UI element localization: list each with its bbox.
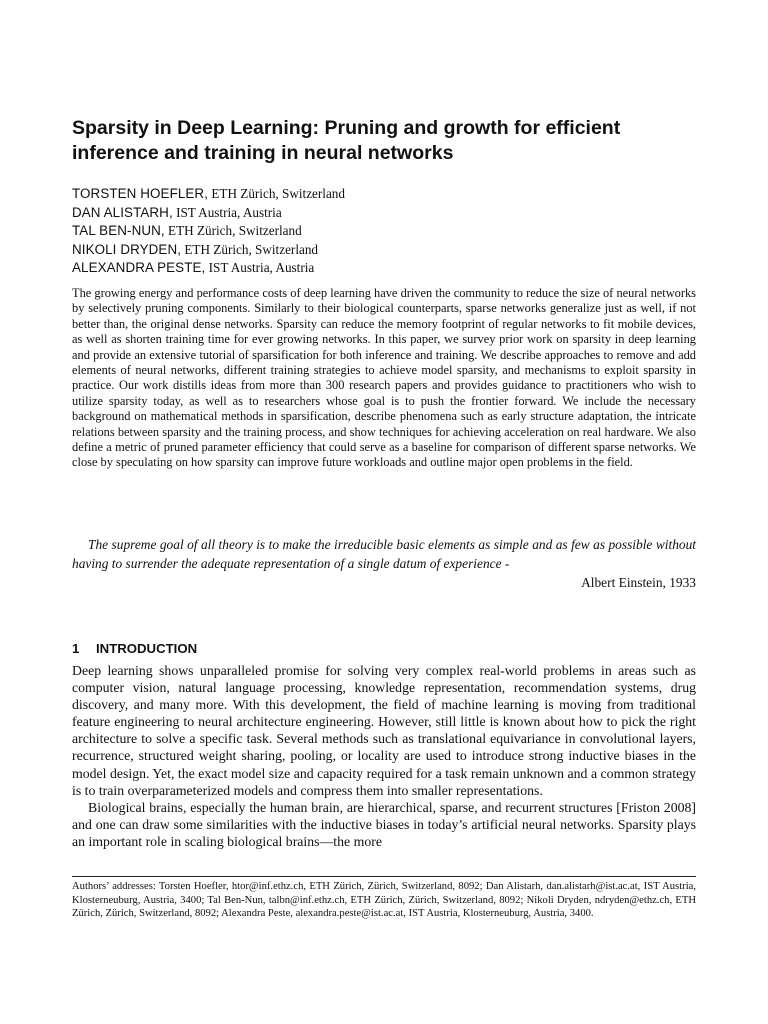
author-name: TAL BEN-NUN, bbox=[72, 223, 165, 238]
paper-title: Sparsity in Deep Learning: Pruning and growth for efficient inference and training in neural networks bbox=[72, 117, 621, 164]
author-name: TORSTEN HOEFLER, bbox=[72, 186, 209, 201]
author-list bbox=[72, 185, 692, 278]
epigraph-attribution: Albert Einstein, 1933 bbox=[581, 575, 696, 590]
author-entry bbox=[72, 241, 692, 260]
author-name: ALEXANDRA PESTE, bbox=[72, 260, 206, 275]
author-entry bbox=[72, 259, 692, 278]
abstract: The growing energy and performance costs of deep learning have driven the community to reduce the size of neural networks by selectively pruning components. Similarly to their biological counterparts, sparse networks generalize just as well, if not better than, the original dense networks. Sparsity can reduce the memory footprint of regular networks to fit mobile devices, as well as shorten training time for ever growing networks. In this paper, we survey prior work on sparsity in deep learning and provide an extensive tutorial of sparsification for both inference and training. We describe approaches to remove and add elements of neural networks, different training strategies to achieve model sparsity, and mechanisms to exploit sparsity in practice. Our work distills ideas from more than 300 research papers and provides guidance to practitioners who wish to utilize sparsity today, as well as to researchers whose goal is to push the frontier forward. We include the necessary background on mathematical methods in sparsification, describe phenomena such as early structure adaptation, the intricate relations between sparsity and the training process, and show techniques for achieving acceleration on real hardware. We also define a metric of pruned parameter efficiency that could serve as a baseline for comparison of different sparse networks. We close by speculating on how sparsity can improve future workloads and outline major open problems in the field. bbox=[72, 286, 696, 470]
author-affiliation: IST Austria, Austria bbox=[172, 204, 282, 220]
author-name: DAN ALISTARH, bbox=[72, 204, 173, 220]
body-paragraph: Deep learning shows unparalleled promise for solving very complex real-world problems in areas such as computer vision, natural language processing, knowledge representation, recommendation systems, drug discovery, and many more. With this development, the field of machine learning is moving from traditional feature engineering to neural architecture engineering. However, still little is known about how to pick the right architecture to solve a specific task. Several methods such as translational equivariance in convolutional layers, recurrence, structured weight sharing, pooling, or locality are used to introduce strong inductive biases in the model design. Yet, the exact model size and capacity required for a task remain unknown and a common strategy is to train overparameterized models and compress them into smaller representations. bbox=[72, 663, 696, 798]
body-paragraph: Biological brains, especially the human brain, are hierarchical, sparse, and recurrent structures [Friston 2008] and one can draw some similarities with the inductive biases in today’s artificial neural networks. Sparsity plays an important role in scaling biological brains—the more bbox=[72, 799, 696, 849]
section-title: INTRODUCTION bbox=[96, 641, 198, 656]
author-entry bbox=[72, 222, 692, 241]
author-entry bbox=[72, 185, 692, 204]
author-entry bbox=[72, 204, 692, 223]
author-name: NIKOLI DRYDEN, bbox=[72, 241, 182, 257]
section-body bbox=[72, 662, 696, 850]
epigraph-quote: The supreme goal of all theory is to make the irreducible basic elements as simple and as few as possible without having to surrender the adequate representation of a single datum of experience - bbox=[72, 537, 696, 571]
footnote-divider bbox=[72, 876, 696, 877]
author-affiliation: ETH Zürich, Switzerland bbox=[181, 241, 319, 257]
author-affiliation: ETH Zürich, Switzerland bbox=[164, 223, 302, 238]
footnote-addresses: Authors’ addresses: Torsten Hoefler, htor@inf.ethz.ch, ETH Zürich, Zürich, Switzerland, 8092; Dan Alistarh, dan.alistarh@ist.ac.at, IST Austria, Klosterneuburg, Austria, 3400; Tal Ben-Nun, talbn@inf.ethz.ch, ETH Zürich, Zürich, Switzerland, 8092; Nikoli Dryden, ndryden@ethz.ch, ETH Zürich, Zürich, Switzerland, 8092; Alexandra Peste, alexandra.peste@ist.ac.at, IST Austria, Klosterneuburg, Austria, 3400. bbox=[72, 881, 696, 919]
author-affiliation: ETH Zürich, Switzerland bbox=[208, 186, 345, 201]
author-affiliation: IST Austria, Austria bbox=[205, 260, 315, 275]
section-number: 1 bbox=[72, 641, 80, 656]
section-heading bbox=[72, 640, 696, 658]
